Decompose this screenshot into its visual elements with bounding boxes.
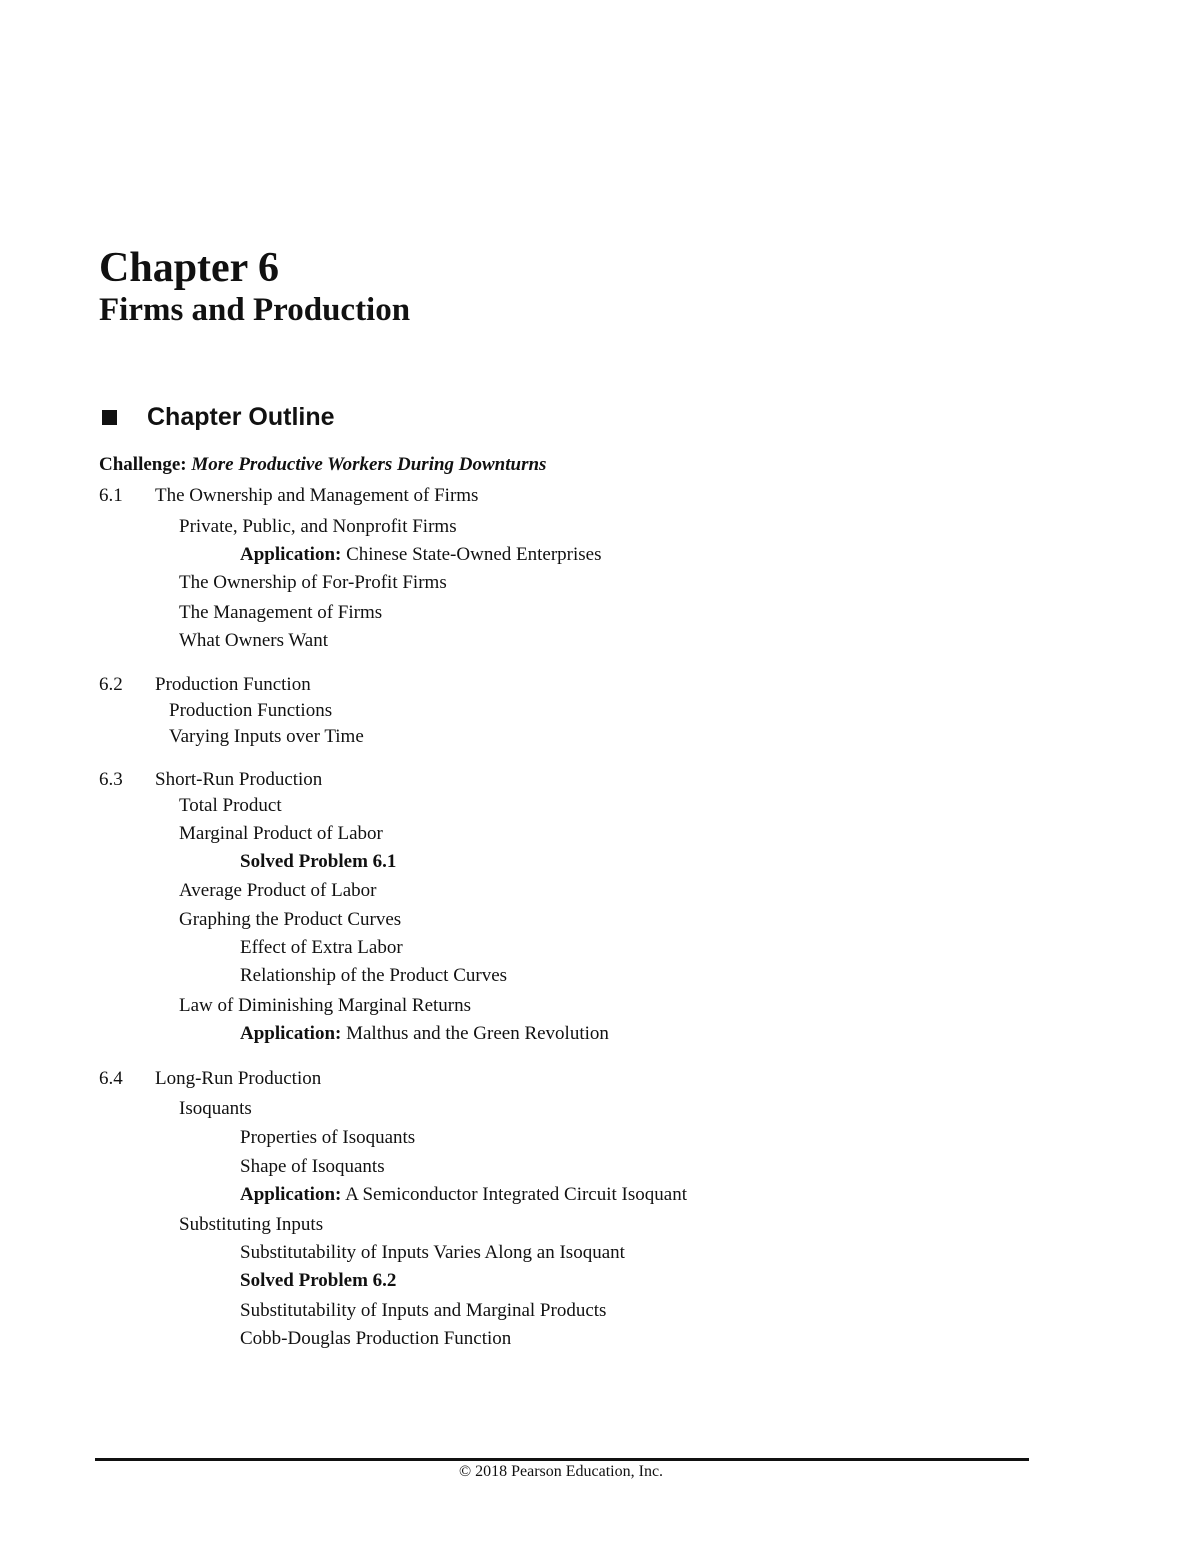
outline-item: Total Product xyxy=(179,795,282,816)
section-title: Long-Run Production xyxy=(155,1068,322,1089)
outline-subitem: Substitutability of Inputs and Marginal Products xyxy=(240,1300,607,1321)
outline-item: Varying Inputs over Time xyxy=(169,726,364,747)
square-bullet-icon xyxy=(102,410,117,425)
footer-rule xyxy=(95,1458,1029,1461)
outline-item: What Owners Want xyxy=(179,630,329,651)
outline-item: Graphing the Product Curves xyxy=(179,909,402,930)
section-title: Short-Run Production xyxy=(155,769,323,790)
solved-problem-item: Solved Problem 6.1 xyxy=(240,851,397,872)
outline-heading-text: Chapter Outline xyxy=(147,402,335,431)
application-label: Application: xyxy=(240,1023,342,1044)
outline-item: Average Product of Labor xyxy=(179,880,377,901)
outline-subitem: Effect of Extra Labor xyxy=(240,937,403,958)
outline-item: Isoquants xyxy=(179,1098,252,1119)
application-text: Chinese State-Owned Enterprises xyxy=(346,544,602,565)
application-text: A Semiconductor Integrated Circuit Isoquant xyxy=(345,1184,687,1205)
outline-item: Law of Diminishing Marginal Returns xyxy=(179,995,472,1016)
outline-subitem: Shape of Isoquants xyxy=(240,1156,385,1177)
footer-copyright: © 2018 Pearson Education, Inc. xyxy=(458,1463,664,1480)
outline-item: The Ownership of For-Profit Firms xyxy=(179,572,447,593)
section-number: 6.2 xyxy=(99,674,123,695)
outline-subitem: Relationship of the Product Curves xyxy=(240,965,508,986)
outline-item: Private, Public, and Nonprofit Firms xyxy=(179,516,457,537)
outline-subitem: Properties of Isoquants xyxy=(240,1127,416,1148)
application-item xyxy=(240,1022,609,1046)
application-label: Application: xyxy=(240,544,342,565)
outline-subitem: Substitutability of Inputs Varies Along an Isoquant xyxy=(240,1242,625,1263)
section-number: 6.3 xyxy=(99,769,123,790)
application-label: Application: xyxy=(240,1184,342,1205)
section-number: 6.4 xyxy=(99,1068,123,1089)
outline-subitem: Cobb-Douglas Production Function xyxy=(240,1328,512,1349)
outline-item: The Management of Firms xyxy=(179,602,383,623)
solved-problem-item: Solved Problem 6.2 xyxy=(240,1270,397,1291)
application-item xyxy=(240,1183,687,1207)
outline-item: Production Functions xyxy=(169,700,333,721)
challenge-line xyxy=(99,453,546,477)
outline-item: Marginal Product of Labor xyxy=(179,823,383,844)
application-text: Malthus and the Green Revolution xyxy=(346,1023,609,1044)
challenge-label: Challenge: xyxy=(99,454,187,475)
section-title: The Ownership and Management of Firms xyxy=(155,485,479,506)
challenge-title: More Productive Workers During Downturns xyxy=(191,454,547,475)
outline-item: Substituting Inputs xyxy=(179,1214,324,1235)
application-item xyxy=(240,543,602,567)
section-number: 6.1 xyxy=(99,485,123,506)
chapter-title: Firms and Production xyxy=(99,292,411,328)
outline-heading xyxy=(99,400,335,434)
section-title: Production Function xyxy=(155,674,311,695)
chapter-number: Chapter 6 xyxy=(99,245,280,291)
